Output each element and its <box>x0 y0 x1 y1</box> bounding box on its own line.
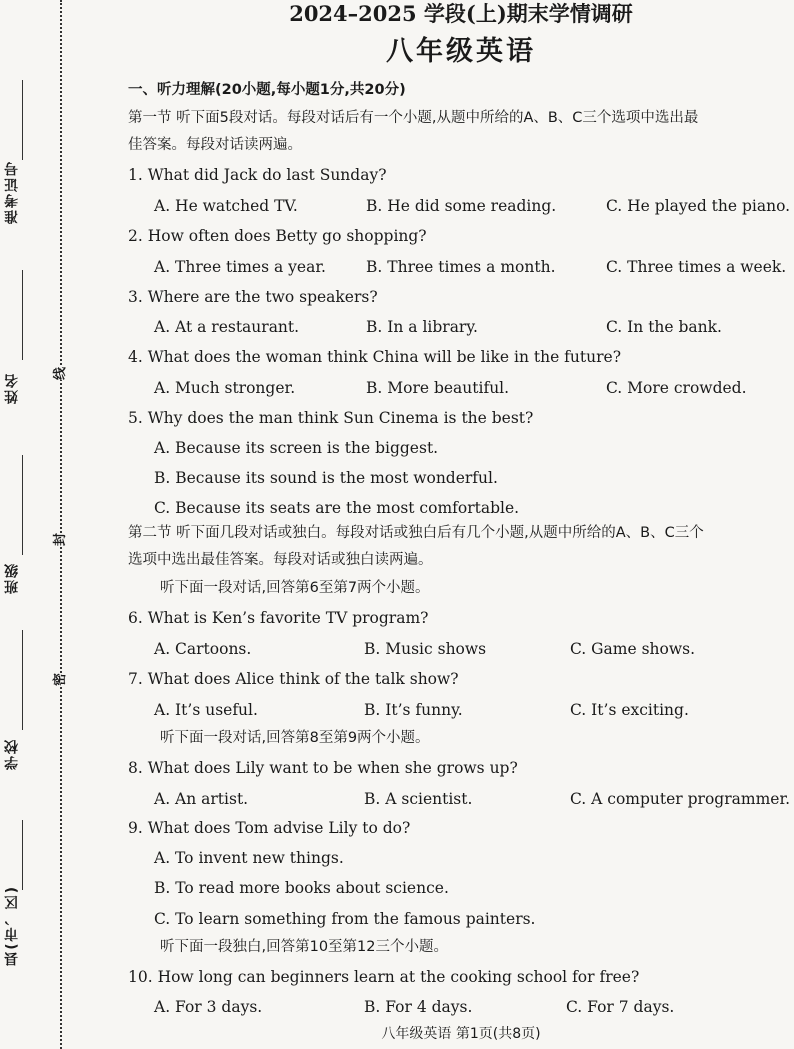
instruction-6-7: 听下面一段对话,回答第6至第7两个小题。 <box>160 580 430 596</box>
page-footer: 八年级英语 第1页(共8页) <box>381 1026 541 1042</box>
part2-intro-line2: 选项中选出最佳答案。每段对话或独白读两遍。 <box>128 552 433 568</box>
option-c: C. It’s exciting. <box>570 701 689 719</box>
class-label: 班级 <box>4 562 20 594</box>
option-a: A. Because its screen is the biggest. <box>154 439 439 457</box>
option-b: B. Because its sound is the most wonderful. <box>154 469 498 487</box>
option-c: C. More crowded. <box>606 379 747 397</box>
option-c: C. He played the piano. <box>606 197 791 215</box>
option-b: B. A scientist. <box>364 790 473 808</box>
option-a: A. For 3 days. <box>154 998 263 1016</box>
option-b: B. Music shows <box>364 640 487 658</box>
part2-intro-line1: 第二节 听下面几段对话或独白。每段对话或独白后有几个小题,从题中所给的A、B、C三个 <box>128 525 704 541</box>
section-heading: 一、听力理解(20小题,每小题1分,共20分) <box>128 82 406 98</box>
option-c: C. A computer programmer. <box>570 790 791 808</box>
option-b: B. In a library. <box>366 318 478 336</box>
question-3: 3. Where are the two speakers? <box>128 288 378 306</box>
question-1: 1. What did Jack do last Sunday? <box>128 166 387 184</box>
option-a: A. Much stronger. <box>154 379 296 397</box>
exam-title: 2024–2025 学段(上)期末学情调研 <box>289 1 633 26</box>
binding-margin <box>0 0 69 1049</box>
option-b: B. More beautiful. <box>366 379 510 397</box>
question-3-options <box>128 315 794 339</box>
county-label: 县(市、区) <box>4 885 20 966</box>
question-7-options <box>128 698 794 722</box>
question-4-options <box>128 376 794 400</box>
option-a: A. At a restaurant. <box>154 318 300 336</box>
option-b: B. To read more books about science. <box>154 879 449 897</box>
school-label: 学校 <box>4 738 20 770</box>
option-b: B. Three times a month. <box>366 258 556 276</box>
option-c: C. To learn something from the famous painters. <box>154 910 536 928</box>
option-c: C. Game shows. <box>570 640 695 658</box>
exam-number-label: 准考证号 <box>4 160 20 224</box>
option-c: C. Three times a week. <box>606 258 787 276</box>
subject-title: 八年级英语 <box>386 36 536 67</box>
instruction-8-9: 听下面一段对话,回答第8至第9两个小题。 <box>160 730 430 746</box>
option-b: B. For 4 days. <box>364 998 473 1016</box>
instruction-10-12: 听下面一段独白,回答第10至第12三个小题。 <box>160 939 449 955</box>
class-line <box>22 455 23 555</box>
question-6: 6. What is Ken’s favorite TV program? <box>128 609 429 627</box>
exam-number-line <box>22 80 23 160</box>
option-b: B. He did some reading. <box>366 197 557 215</box>
question-9: 9. What does Tom advise Lily to do? <box>128 819 411 837</box>
county-line <box>22 820 23 890</box>
question-5: 5. Why does the man think Sun Cinema is the best? <box>128 409 534 427</box>
option-c: C. For 7 days. <box>566 998 675 1016</box>
seal-char-feng: 封 <box>47 533 70 546</box>
option-a: A. Three times a year. <box>154 258 326 276</box>
option-a: A. It’s useful. <box>154 701 258 719</box>
question-10-options <box>128 995 794 1019</box>
question-4: 4. What does the woman think China will be like in the future? <box>128 348 622 366</box>
option-c: C. Because its seats are the most comfortable. <box>154 499 520 517</box>
question-1-options <box>128 194 794 218</box>
name-line <box>22 270 23 360</box>
seal-dotted-line <box>60 0 62 1049</box>
option-a: A. Cartoons. <box>154 640 252 658</box>
question-7: 7. What does Alice think of the talk show? <box>128 670 459 688</box>
seal-char-mi: 密 <box>47 673 70 686</box>
option-a: A. He watched TV. <box>154 197 298 215</box>
question-8-options <box>128 787 794 811</box>
option-b: B. It’s funny. <box>364 701 463 719</box>
option-c: C. In the bank. <box>606 318 722 336</box>
question-10: 10. How long can beginners learn at the cooking school for free? <box>128 968 640 986</box>
question-8: 8. What does Lily want to be when she grows up? <box>128 759 518 777</box>
part1-intro-line2: 佳答案。每段对话读两遍。 <box>128 137 302 153</box>
seal-char-xian: 线 <box>47 367 70 380</box>
question-2: 2. How often does Betty go shopping? <box>128 227 427 245</box>
name-label: 姓名 <box>4 372 20 404</box>
option-a: A. To invent new things. <box>154 849 344 867</box>
option-a: A. An artist. <box>154 790 249 808</box>
school-line <box>22 630 23 730</box>
question-6-options <box>128 637 794 661</box>
question-2-options <box>128 255 794 279</box>
part1-intro-line1: 第一节 听下面5段对话。每段对话后有一个小题,从题中所给的A、B、C三个选项中选出最 <box>128 110 699 126</box>
